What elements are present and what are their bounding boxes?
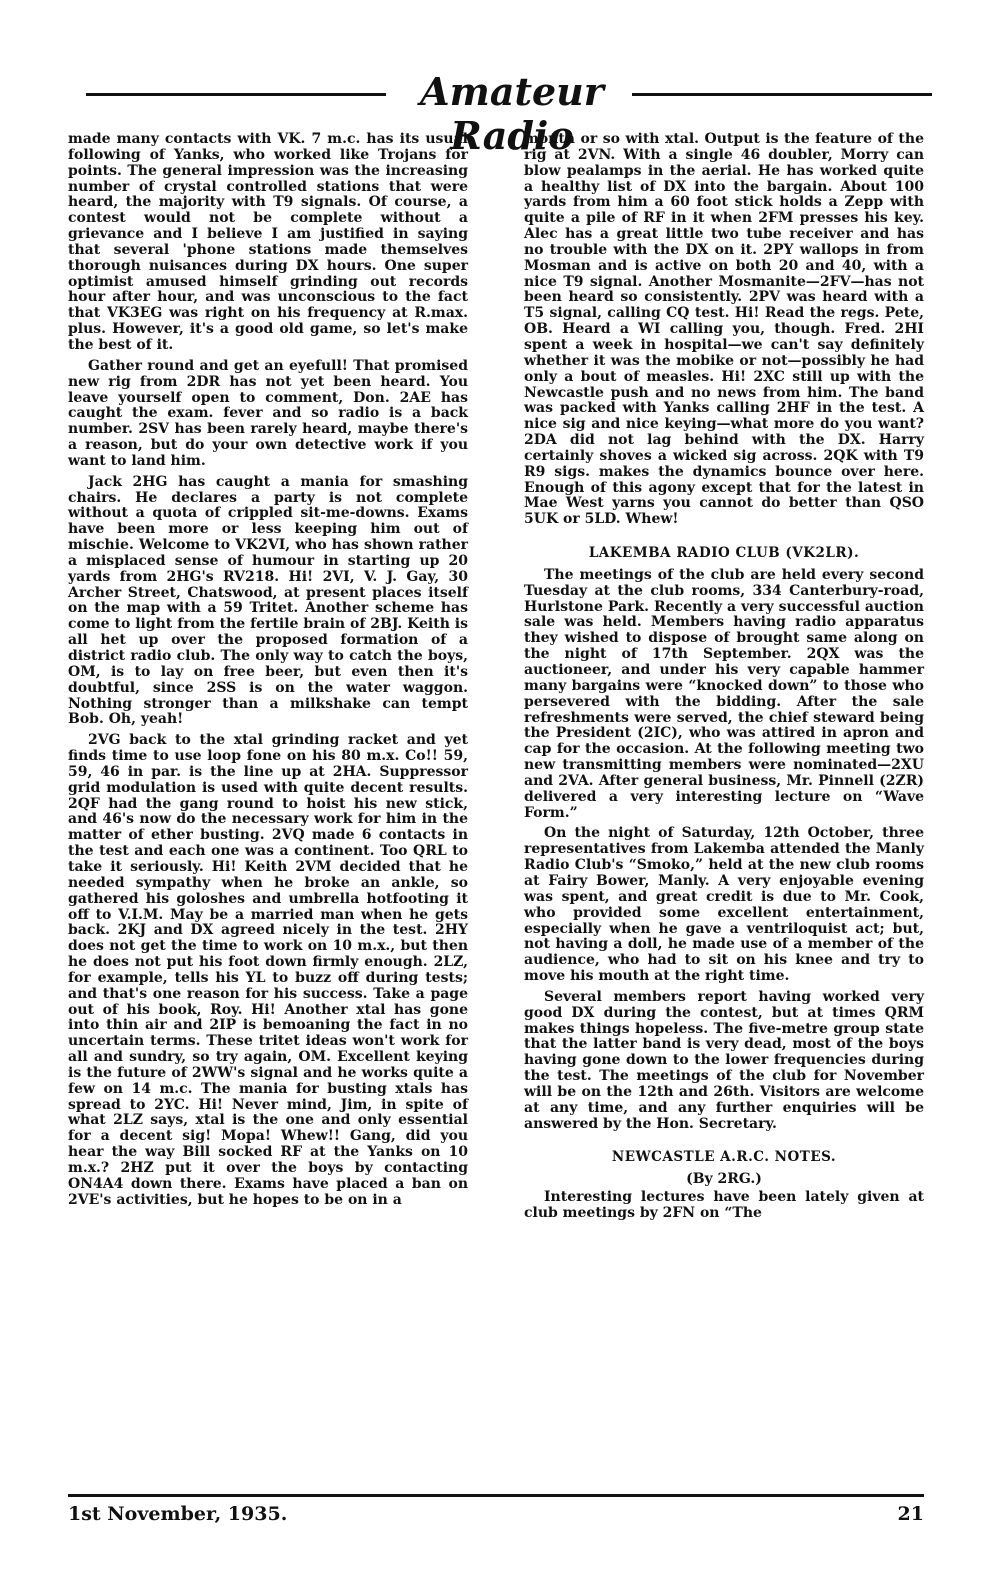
masthead-rule-right [632, 93, 932, 96]
page-title: Amateur Radio [420, 69, 604, 158]
paragraph: Several members report having worked very good DX during the contest, but at times QRM makes things hopeless. The five-metre group state that the latter band is very dead, most of the boys having gone down to the lower frequencies during the test. The meetings of the club for November will be on the 12th and 26th. Visitors are welcome at any time, and any further enquiries will be answered by the Hon. Secretary. [524, 988, 924, 1132]
left-column [68, 132, 468, 1214]
section-heading-lakemba: LAKEMBA RADIO CLUB (VK2LR). [588, 545, 860, 562]
section-heading-newcastle: NEWCASTLE A.R.C. NOTES. [611, 1149, 837, 1166]
paragraph: On the night of Saturday, 12th October, three representatives from Lakemba attended the Manly Radio Club's “Smoko,” held at the new club rooms at Fairy Bower, Manly. A very enjoyable evening was spent, and great credit is due to Mr. Cook, who provided some excellent entertainment, especially when he gave a ventriloquist act; but, not having a doll, he made use of a member of the audience, who had to sit on his knee and try to move his mouth at the right time. [524, 825, 924, 985]
footer-rule [68, 1494, 924, 1497]
masthead-rule-left [86, 93, 386, 96]
paragraph: month or so with xtal. Output is the feature of the rig at 2VN. With a single 46 doubler, Morry can blow pealamps in the aerial. He has worked quite a healthy list of DX into the bargain. About 100 yards from him a 60 foot stick holds a Zepp with quite a pile of RF in it when 2FM presses his key. Alec has a great little two tube receiver and has no trouble with the DX on it. 2PY wallops in from Mosman and is active on both 20 and 40, with a nice T9 signal. Another Mosmanite—2FV—has not been heard so consistently. 2PV was heard with a T5 signal, calling CQ test. Hi! Read the regs. Pete, OB. Heard a WI calling you, though. Fred. 2HI spent a week in hospital—we can't say definitely whether it was the mobike or not—possibly he had only a bout of measles. Hi! 2XC still up with the Newcastle push and no news from him. The band was packed with Yanks calling 2HF in the test. A nice sig and nice keying—what more do you want? 2DA did not lag behind with the DX. Harry certainly shoves a wicked sig across. 2QK with T9 R9 sigs. makes the dynamics bounce over here. Enough of this agony except that for the latest in Mae West yarns you cannot do better than QSO 5UK or 5LD. Whew! [524, 131, 924, 528]
paragraph: The meetings of the club are held every second Tuesday at the club rooms, 334 Canterbury-road, Hurlstone Park. Recently a very successful auction sale was held. Members having radio apparatus they wished to dispose of brought same along on the night of 17th September. 2QX was the auctioneer, and under his very capable hammer many bargains were “knocked down” to those who persevered with the bidding. After the sale refreshments were served, the chief steward being the President (2IC), who was attired in apron and cap for the occasion. At the following meeting two new transmitting members were nominated—2XU and 2VA. After general business, Mr. Pinnell (2ZR) delivered a very interesting lecture on “Wave Form.” [524, 566, 924, 821]
paragraph: Gather round and get an eyefull! That promised new rig from 2DR has not yet been heard. You leave yourself open to comment, Don. 2AE has caught the exam. fever and so radio is a back number. 2SV has been rarely heard, maybe there's a reason, but do your own detective work if you want to land him. [68, 357, 468, 469]
issue-date: 1st November, 1935. [68, 1503, 288, 1525]
paragraph: made many contacts with VK. 7 m.c. has its usual following of Yanks, who worked like Trojans for points. The general impression was the increasing number of crystal controlled stations that were heard, the majority with T9 signals. Of course, a contest would not be complete without a grievance and I believe I am justified in saying that several 'phone stations made themselves thorough nuisances during DX hours. One super optimist amused himself grinding out records hour after hour, and was unconscious to the fact that VK3EG was right on his frequency at R.max. plus. However, it's a good old game, so let's make the best of it. [68, 131, 468, 353]
page-number: 21 [897, 1503, 924, 1525]
right-column [524, 132, 924, 1227]
masthead [72, 66, 942, 158]
paragraph: Jack 2HG has caught a mania for smashing chairs. He declares a party is not complete without a quota of crippled sit-me-downs. Exams have been more or less keeping him out of mischie. Welcome to VK2VI, who has shown rather a misplaced sense of humour in starting up 20 yards from 2HG's RV218. Hi! 2VI, V. J. Gay, 30 Archer Street, Chatswood, at present places itself on the map with a 59 Tritet. Another scheme has come to light from the fertile brain of 2BJ. Keith is all het up over the proposed formation of a district radio club. The only way to catch the boys, OM, is to lay on free beer, but even then it's doubtful, since 2SS is on the water waggon. Nothing stronger than a milkshake can tempt Bob. Oh, yeah! [68, 473, 468, 728]
byline: (By 2RG.) [686, 1171, 762, 1188]
paragraph: Interesting lectures have been lately given at club meetings by 2FN on “The [524, 1189, 924, 1221]
paragraph: 2VG back to the xtal grinding racket and yet finds time to use loop fone on his 80 m.x. Co!! 59, 59, 46 in par. is the line up at 2HA. Suppressor grid modulation is used with quite decent results. 2QF had the gang round to hoist his new stick, and 46's now do the necessary work for him in the matter of ether busting. 2VQ made 6 contacts in the test and each one was a continent. Too QRL to take it seriously. Hi! Keith 2VM decided that he needed sympathy when he broke an ankle, so gathered his goloshes and umbrella hotfooting it off to V.I.M. May be a married man when he gets back. 2KJ and DX agreed nicely in the test. 2HY does not get the time to work on 10 m.x., but then he does not put his foot down firmly enough. 2LZ, for example, tells his YL to buzz off during tests; and that's one reason for his success. Take a page out of his book, Roy. Hi! Another xtal has gone into thin air and 2IP is bemoaning the fact in no uncertain terms. These tritet ideas won't work for all and sundry, so try again, OM. Excellent keying is the future of 2WW's signal and he works quite a few on 14 m.c. The mania for busting xtals has spread to 2YC. Hi! Never mind, Jim, in spite of what 2LZ says, xtal is the one and only essential for a decent sig! Mopa! Whew!! Gang, did you hear the way Bill socked RF at the Yanks on 10 m.x.? 2HZ put it over the boys by contacting ON4A4 down there. Exams have placed a ban on 2VE's activities, but he hopes to be on in a [68, 732, 468, 1208]
